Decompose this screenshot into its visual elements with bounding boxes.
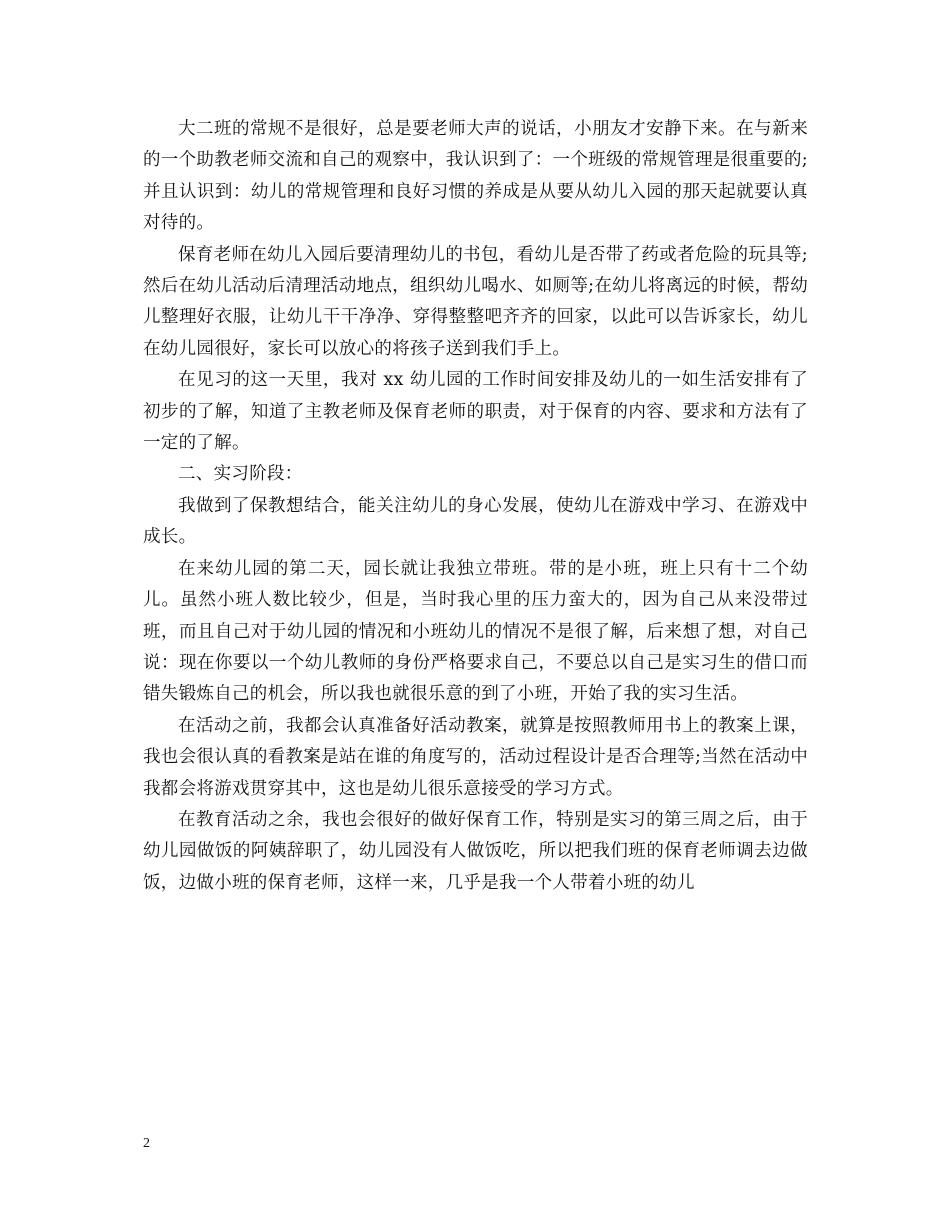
document-body (143, 114, 808, 899)
page-number: 2 (143, 1136, 150, 1151)
paragraph: 在见习的这一天里，我对 xx 幼儿园的工作时间安排及幼儿的一如生活安排有了初步的了解，知道了主教老师及保育老师的职责，对于保育的内容、要求和方法有了一定的了解。 (143, 370, 808, 454)
paragraph: 在活动之前，我都会认真准备好活动教案，就算是按照教师用书上的教案上课，我也会很认真的看教案是站在谁的角度写的，活动过程设计是否合理等;当然在活动中我都会将游戏贯穿其中，这也是幼儿很乐意接受的学习方式。 (143, 715, 808, 799)
section-heading: 二、实习阶段： (178, 464, 303, 485)
paragraph: 大二班的常规不是很好，总是要老师大声的说话，小朋友才安静下来。在与新来的一个助教老师交流和自己的观察中，我认识到了：一个班级的常规管理是很重要的;并且认识到：幼儿的常规管理和良好习惯的养成是从要从幼儿入园的那天起就要认真对待的。 (143, 119, 808, 234)
paragraph: 我做到了保教想结合，能关注幼儿的身心发展，使幼儿在游戏中学习、在游戏中成长。 (143, 495, 808, 548)
paragraph: 在来幼儿园的第二天，园长就让我独立带班。带的是小班，班上只有十二个幼儿。虽然小班人数比较少，但是，当时我心里的压力蛮大的，因为自己从来没带过班，而且自己对于幼儿园的情况和小班幼儿的情况不是很了解，后来想了想，对自己说：现在你要以一个幼儿教师的身份严格要求自己，不要总以自己是实习生的借口而错失锻炼自己的机会，所以我也就很乐意的到了小班，开始了我的实习生活。 (143, 558, 808, 705)
paragraph: 保育老师在幼儿入园后要清理幼儿的书包，看幼儿是否带了药或者危险的玩具等;然后在幼儿活动后清理活动地点，组织幼儿喝水、如厕等;在幼儿将离远的时候，帮幼儿整理好衣服，让幼儿干干净净、穿得整整吧齐齐的回家，以此可以告诉家长，幼儿在幼儿园很好，家长可以放心的将孩子送到我们手上。 (143, 244, 808, 359)
paragraph: 在教育活动之余，我也会很好的做好保育工作，特别是实习的第三周之后，由于幼儿园做饭的阿姨辞职了，幼儿园没有人做饭吃，所以把我们班的保育老师调去边做饭，边做小班的保育老师，这样一来，几乎是我一个人带着小班的幼儿 (143, 809, 808, 893)
